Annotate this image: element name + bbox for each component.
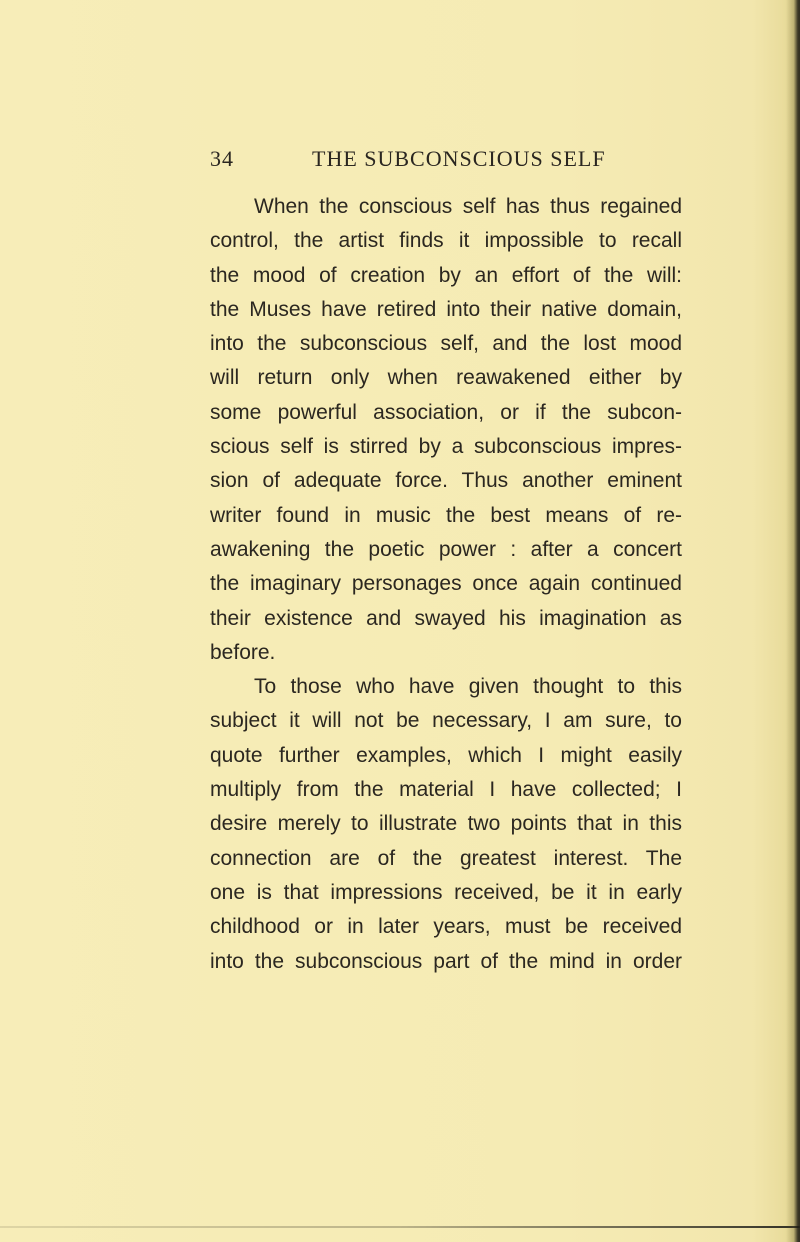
text-line: the mood of creation by an effort of the will: <box>210 263 682 287</box>
text-line: awakening the poetic power : after a concert <box>210 537 682 561</box>
text-line: connection are of the greatest interest. The <box>210 846 682 870</box>
text-line: quote further examples, which I might easily <box>210 743 682 767</box>
text-line: one is that impressions received, be it in early <box>210 880 682 904</box>
text-line: control, the artist finds it impossible to recall <box>210 229 682 253</box>
text-line: sion of adequate force. Thus another eminent <box>210 469 682 493</box>
text-line: the Muses have retired into their native domain, <box>210 297 682 321</box>
text-line: When the conscious self has thus regained <box>254 195 682 218</box>
text-line: childhood or in later years, must be received <box>210 915 682 939</box>
text-line: the imaginary personages once again continued <box>210 572 682 596</box>
text-line: To those who have given thought to this <box>254 675 682 699</box>
text-line: scious self is stirred by a subconscious impres- <box>210 435 682 459</box>
text-line: some powerful association, or if the subcon- <box>210 400 682 424</box>
running-head-title: THE SUBCONSCIOUS SELF <box>312 146 606 171</box>
paragraph-1 <box>210 190 682 670</box>
bottom-edge-rule <box>0 1226 800 1228</box>
text-line: subject it will not be necessary, I am sure, to <box>210 709 682 733</box>
text-line: into the subconscious part of the mind in order <box>210 949 682 973</box>
paragraph-2 <box>210 670 682 979</box>
text-line: before. <box>210 640 276 664</box>
text-line: their existence and swayed his imagination as <box>210 606 682 630</box>
running-head <box>210 146 682 176</box>
text-line: into the subconscious self, and the lost mood <box>210 332 682 356</box>
body-text <box>210 190 682 979</box>
page-number: 34 <box>210 146 234 171</box>
text-line: will return only when reawakened either by <box>210 366 682 390</box>
text-line: desire merely to illustrate two points that in this <box>210 812 682 836</box>
text-line: multiply from the material I have collected; I <box>210 778 682 802</box>
page-edge-shadow <box>786 0 800 1242</box>
text-line: writer found in music the best means of re- <box>210 503 682 527</box>
